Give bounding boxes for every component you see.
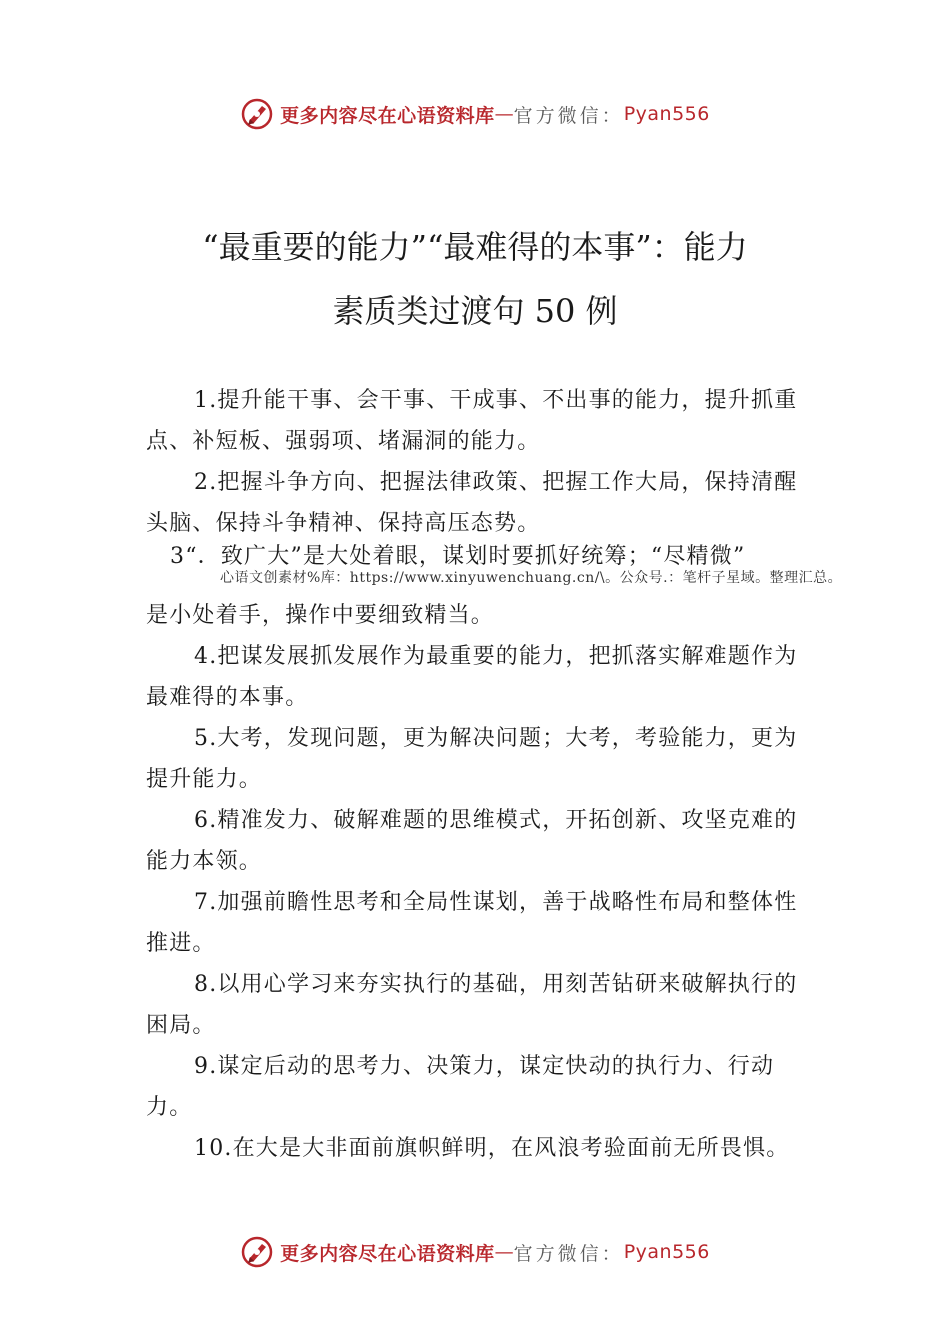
document-body <box>146 380 843 1169</box>
page-title-line-1: “最重要的能力”“最难得的本事”：能力 <box>202 228 748 266</box>
list-item: 7.加强前瞻性思考和全局性谋划，善于战略性布局和整体性推进。 <box>146 890 798 956</box>
item-3-first-line: 3“．致广大”是大处着眼，谋划时要抓好统筹；“尽精微” <box>170 544 746 569</box>
header-banner <box>0 94 950 134</box>
list-item: 8.以用心学习来夯实执行的基础，用刻苦钻研来破解执行的困局。 <box>146 972 798 1038</box>
header-official: 官方微信： <box>513 104 624 127</box>
page-title-line-2: 素质类过渡句 50 例 <box>332 292 618 330</box>
list-item: 9.谋定后动的思考力、决策力，谋定快动的执行力、行动力。 <box>146 1054 775 1120</box>
list-item: 2.把握斗争方向、把握法律政策、把握工作大局，保持清醒头脑、保持斗争精神、保持高压态势。 <box>146 470 798 536</box>
list-item: 6.精准发力、破解难题的思维模式，开拓创新、攻坚克难的能力本领。 <box>146 808 798 874</box>
list-item: 5.大考，发现问题，更为解决问题；大考，考验能力，更为提升能力。 <box>146 726 798 792</box>
watermark-note: 心语文创素材%库：https://www.xinyuwenchuang.cn/\。公众号.：笔杆子星域。整理汇总。 <box>220 570 843 586</box>
header-dash: — <box>494 103 514 125</box>
list-item-3 <box>146 536 843 636</box>
footer-brand: 更多内容尽在心语资料库 <box>280 1242 495 1265</box>
footer-official: 官方微信： <box>513 1242 624 1265</box>
list-item: 1.提升能干事、会干事、干成事、不出事的能力，提升抓重点、补短板、强弱项、堵漏洞的能力。 <box>146 388 798 454</box>
logo-icon <box>240 97 274 131</box>
footer-dash: — <box>494 1241 514 1263</box>
header-brand: 更多内容尽在心语资料库 <box>280 104 495 127</box>
header-handle: Pyan556 <box>623 103 710 125</box>
item-3-continuation: 是小处着手，操作中要细致精当。 <box>146 603 495 628</box>
list-item: 4.把谋发展抓发展作为最重要的能力，把抓落实解难题作为最难得的本事。 <box>146 644 798 710</box>
list-item: 10.在大是大非面前旗帜鲜明，在风浪考验面前无所畏惧。 <box>194 1136 790 1161</box>
footer-banner <box>0 1232 950 1272</box>
logo-icon <box>240 1235 274 1269</box>
footer-handle: Pyan556 <box>623 1241 710 1263</box>
